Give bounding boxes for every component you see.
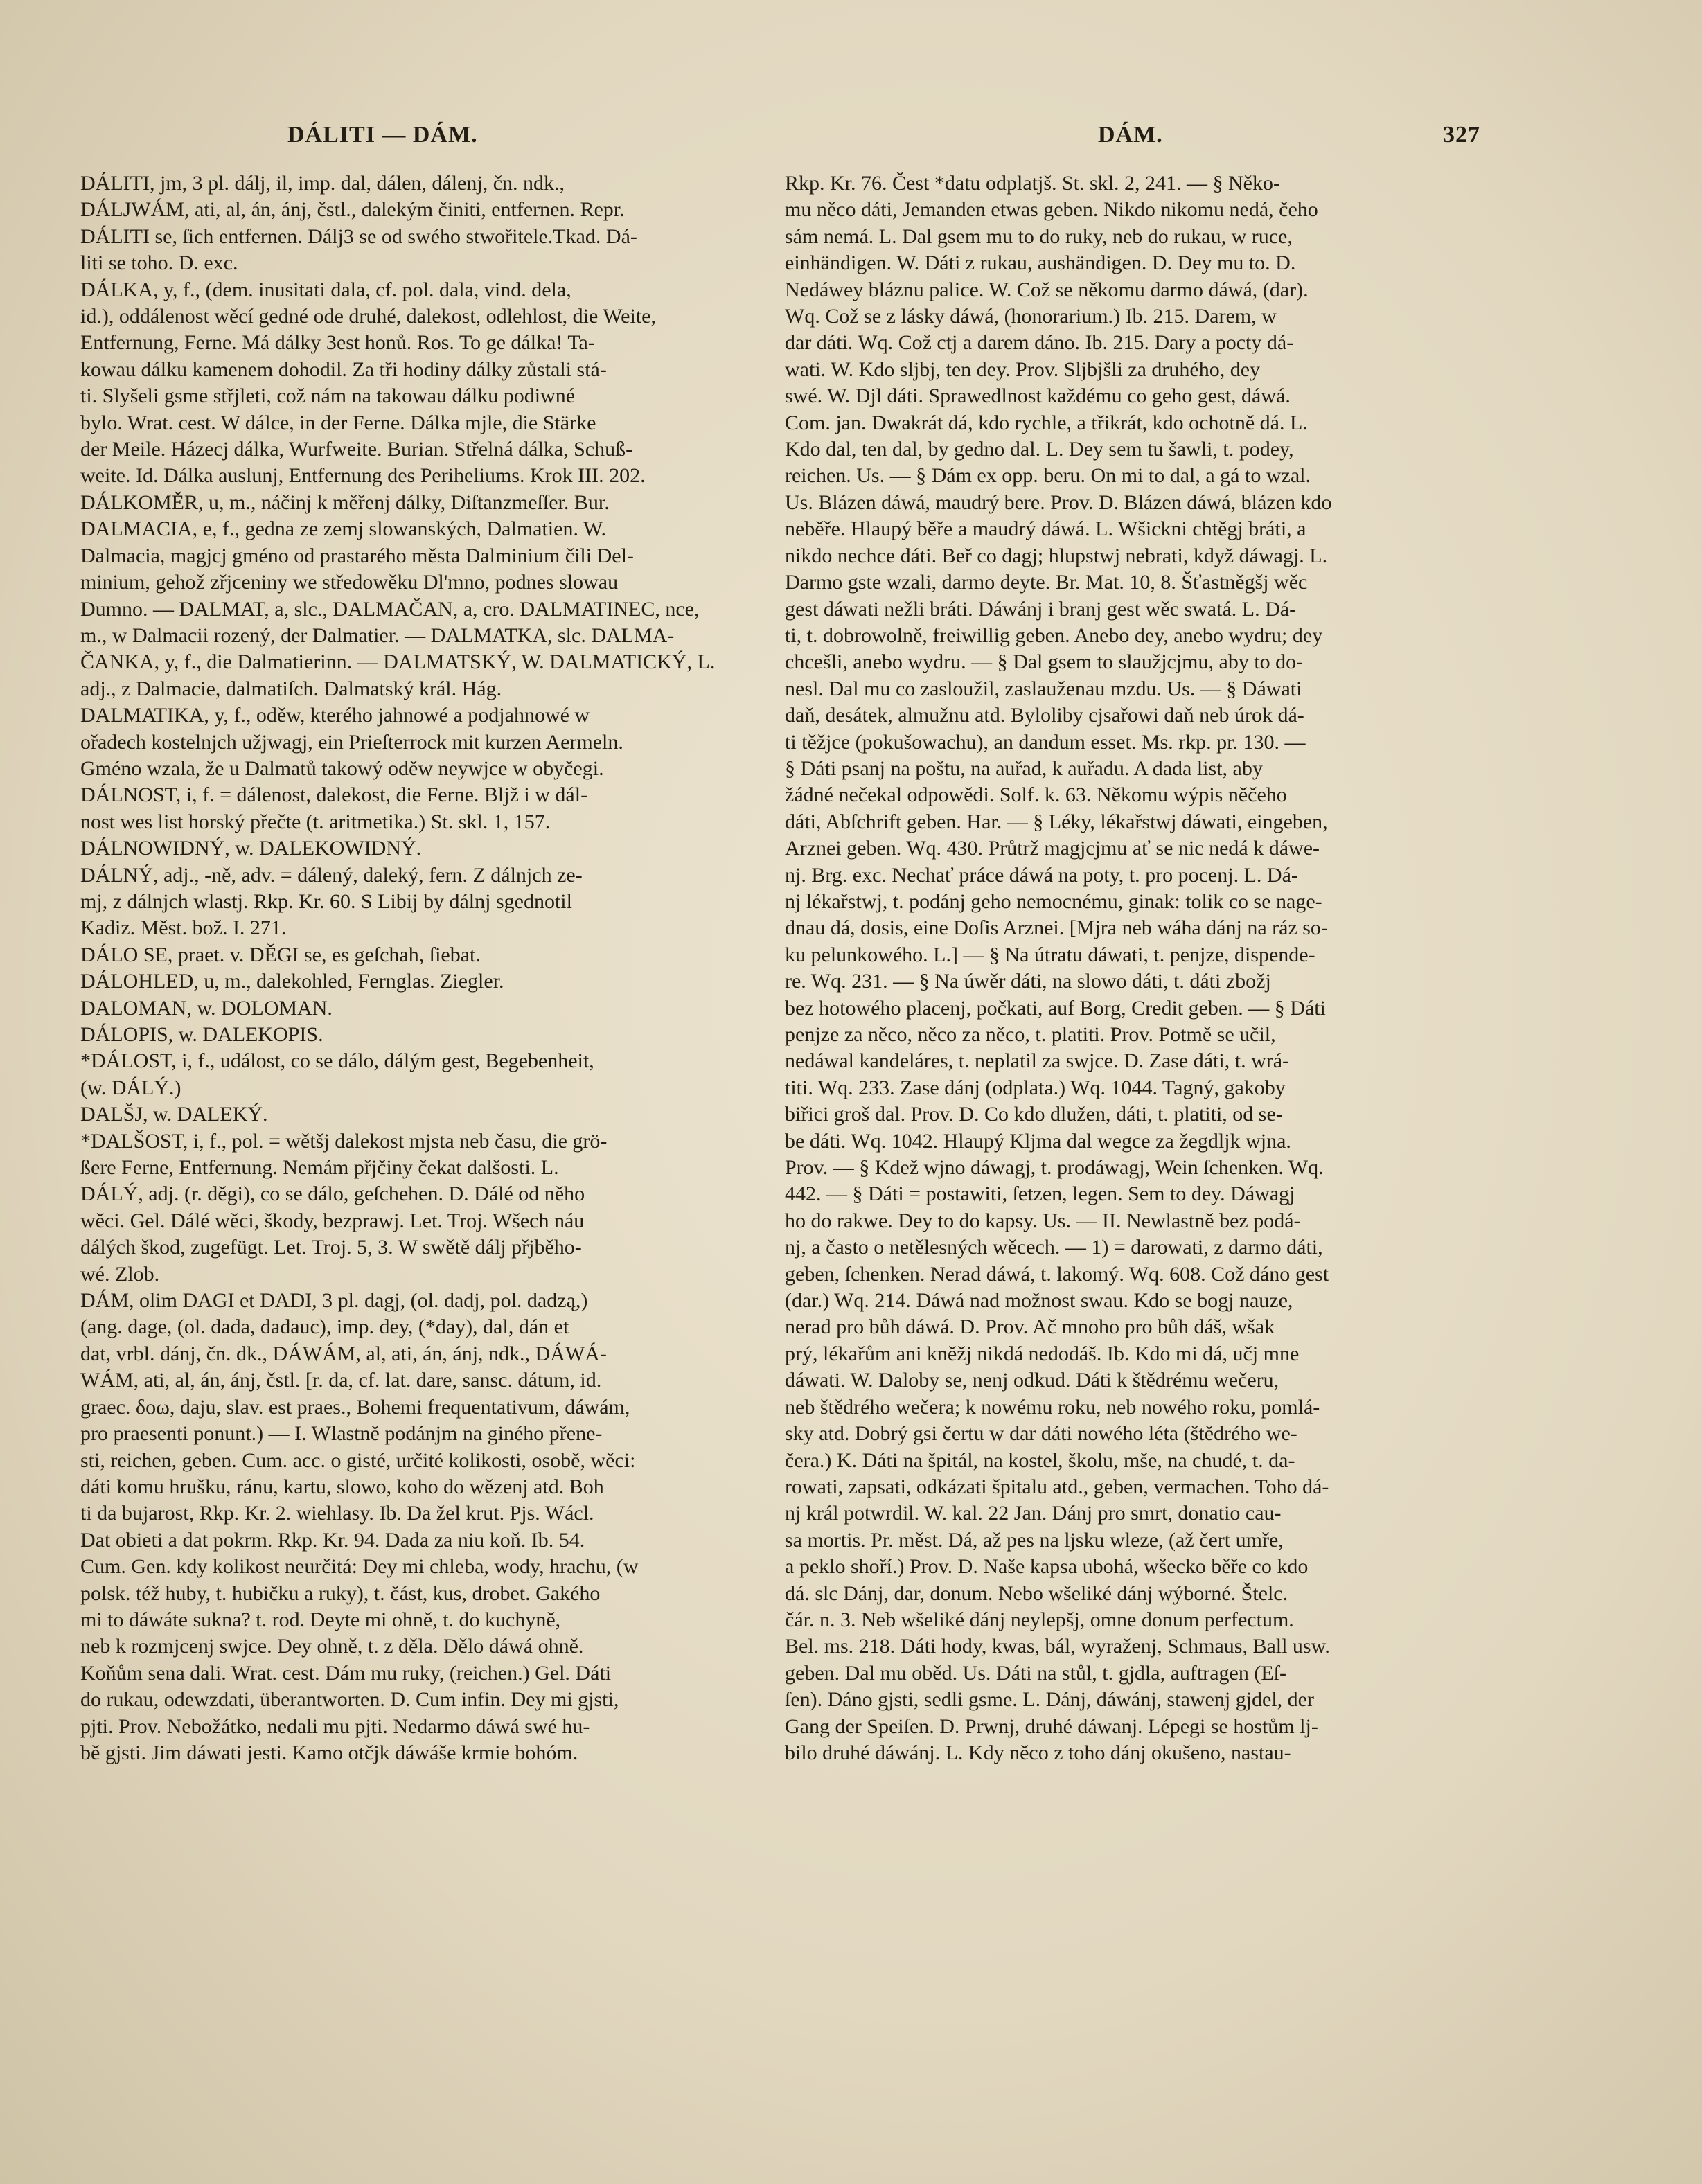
dictionary-entry [61, 782, 768, 835]
dictionary-entry [61, 1022, 768, 1048]
text-line: m., w Dalmacii rozený, der Dalmatier. — DALMATKA, slc. DALMA- [80, 623, 675, 647]
text-line: dnau dá, dosis, eine Doſis Arznei. [Mjra neb wáha dánj na ráz so- [785, 916, 1328, 940]
text-line: penjze za něco, něco za něco, t. platiti. Prov. Potmě se učil, [785, 1023, 1276, 1046]
text-line: wati. W. Kdo sljbj, ten dey. Prov. Sljbjšli za druhého, dey [785, 357, 1261, 381]
text-line: Gméno wzala, že u Dalmatů takowý oděw neywjce w obyčegi. [80, 756, 604, 780]
dictionary-entry [61, 516, 768, 702]
text-line: Arznei geben. Wq. 430. Průtrž magjcjmu ať se nic nedá k dáwe- [785, 837, 1320, 860]
text-line: ořadech kostelnjch užjwagj, ein Prieſterrock mit kurzen Aermeln. [80, 730, 623, 754]
text-line: neb k rozmjcenj swjce. Dey ohně, t. z děla. Dělo dáwá ohně. [80, 1635, 584, 1658]
text-line: Us. Blázen dáwá, maudrý bere. Prov. D. Blázen dáwá, blázen kdo [785, 490, 1332, 514]
text-line: DÁLNOST, i, f. = dálenost, dalekost, die Ferne. Bljž i w dál- [80, 783, 588, 807]
page-number: 327 [1443, 122, 1480, 148]
text-line: nj, a často o netělesných wěcech. — 1) = darowati, z darmo dáti, [785, 1236, 1323, 1259]
text-line: ti da bujarost, Rkp. Kr. 2. wiehlasy. Ib. Da žel krut. Pjs. Wácl. [80, 1502, 594, 1525]
text-line: geben, ſchenken. Nerad dáwá, t. lakomý. Wq. 608. Což dáno gest [785, 1262, 1329, 1286]
page-header [0, 122, 1702, 163]
text-line: rowati, zapsati, odkázati špitalu atd., geben, vermachen. Toho dá- [785, 1475, 1329, 1498]
right-column [765, 170, 1472, 2124]
text-line: id.), oddálenost wěcí gedné ode druhé, dalekost, odlehlost, die Weite, [80, 305, 656, 328]
dictionary-entry [61, 1128, 768, 1182]
dictionary-entry [61, 1181, 768, 1288]
text-line: do rukau, odewzdati, überantworten. D. Cum infin. Dey mi gjsti, [80, 1688, 619, 1712]
text-line: WÁM, ati, al, án, ánj, čstl. [r. da, cf. lat. dare, sansc. dátum, id. [80, 1369, 602, 1392]
text-line: sám nemá. L. Dal gsem mu to do ruky, neb do rukau, w ruce, [785, 224, 1293, 248]
dictionary-entry [61, 835, 768, 862]
text-line: ti, t. dobrowolně, freiwillig geben. Anebo dey, anebo wydru; dey [785, 623, 1323, 647]
text-line: Nedáwey bláznu palice. W. Což se někomu darmo dáwá, (dar). [785, 278, 1309, 301]
text-line: sti, reichen, geben. Cum. acc. o gisté, určité kolikosti, osobě, wěci: [80, 1448, 636, 1472]
text-line: čera.) K. Dáti na špitál, na kostel, školu, mše, na chudé, t. da- [785, 1448, 1295, 1472]
text-line: DALŠJ, w. DALEKÝ. [80, 1103, 268, 1126]
text-line: nerad pro bůh dáwá. D. Prov. Ač mnoho pro bůh dáš, wšak [785, 1315, 1275, 1339]
text-line: geben. Dal mu oběd. Us. Dáti na stůl, t. gjdla, auftragen (Eſ- [785, 1661, 1286, 1685]
text-line: dálých škod, zugefügt. Let. Troj. 5, 3. W swětě dálj přjběho- [80, 1236, 582, 1259]
text-line: bilo druhé dáwánj. L. Kdy něco z toho dánj okušeno, nastau- [785, 1741, 1291, 1764]
dictionary-entry [61, 1048, 768, 1101]
text-line: mu něco dáti, Jemanden etwas geben. Nikdo nikomu nedá, čeho [785, 198, 1318, 222]
text-line: sa mortis. Pr. měst. Dá, až pes na ljsku wleze, (až čert umře, [785, 1528, 1284, 1552]
text-line: ti. Slyšeli gsme střjleti, což nám na takowau dálku podiwné [80, 384, 576, 408]
text-line: žádné nečekal odpowědi. Solf. k. 63. Někomu wýpis něčeho [785, 783, 1287, 807]
text-line: neběře. Hlaupý běře a maudrý dáwá. L. Wšickni chtěgj bráti, a [785, 517, 1306, 541]
text-line: dáwati. W. Daloby se, nenj odkud. Dáti k štědrému wečeru, [785, 1369, 1279, 1392]
dictionary-entry [61, 862, 768, 942]
text-line: chcešli, anebo wydru. — § Dal gsem to slaužjcjmu, aby to do- [785, 650, 1304, 674]
text-line: daň, desátek, almužnu atd. Byloliby cjsařowi daň neb úrok dá- [785, 704, 1304, 727]
dictionary-entry [61, 277, 768, 490]
text-line: Com. jan. Dwakrát dá, kdo rychle, a třikrát, kdo ochotně dá. L. [785, 411, 1308, 434]
text-line: Rkp. Kr. 76. Čest *datu odplatjš. St. skl. 2, 241. — § Někо- [785, 172, 1280, 195]
text-line: Bel. ms. 218. Dáti hody, kwas, bál, wyraženj, Schmaus, Ball usw. [785, 1635, 1330, 1658]
text-line: čár. n. 3. Neb wšeliké dánj neylepšj, omne donum perfectum. [785, 1608, 1294, 1631]
text-line: nedáwal kandeláres, t. neplatil za swjce. D. Zase dáti, t. wrá- [785, 1049, 1290, 1073]
text-line: dat, vrbl. dánj, čn. dk., DÁWÁM, al, ati, án, ánj, ndk., DÁWÁ- [80, 1342, 607, 1365]
dictionary-entry [61, 170, 768, 277]
text-line: DÁLÝ, adj. (r. děgi), co se dálo, geſchehen. D. Dálé od něho [80, 1182, 585, 1206]
text-line: be dáti. Wq. 1042. Hlaupý Kljma dal wegce za žegdljk wjna. [785, 1129, 1291, 1153]
dictionary-entry [61, 995, 768, 1022]
text-line: Koňům sena dali. Wrat. cest. Dám mu ruky, (reichen.) Gel. Dáti [80, 1661, 612, 1685]
dictionary-entry [765, 170, 1472, 1766]
dictionary-entry [61, 942, 768, 968]
text-line: DÁLNOWIDNÝ, w. DALEKOWIDNÝ. [80, 837, 422, 860]
text-line: sky atd. Dobrý gsi čertu w dar dáti nowého léta (štědrého we- [785, 1422, 1297, 1446]
text-line: liti se toho. D. exc. [80, 251, 238, 275]
text-line: minium, gehož zřjceniny we středowěku Dl'mno, podnes slowau [80, 571, 619, 594]
text-line: nj lékařstwj, t. podánj geho nemocnému, ginak: tolik co se nage- [785, 889, 1322, 913]
text-line: DÁM, olim DAGI et DADI, 3 pl. dagj, (ol. dadj, pol. dadzą,) [80, 1289, 588, 1313]
text-line: der Meile. Házecj dálka, Wurfweite. Burian. Střelná dálka, Schuß- [80, 438, 633, 461]
text-line: nost wes list horský přečte (t. aritmetika.) St. skl. 1, 157. [80, 810, 551, 833]
text-line: 442. — § Dáti = postawiti, ſetzen, legen. Sem to dey. Dáwagj [785, 1182, 1295, 1206]
dictionary-entry [61, 1101, 768, 1128]
dictionary-entry [61, 968, 768, 995]
text-line: DALMACIA, e, f., gedna ze zemj slowanských, Dalmatien. W. [80, 517, 606, 541]
text-line: DÁLJWÁM, ati, al, án, ánj, čstl., dalekým činiti, entfernen. Repr. [80, 198, 625, 222]
text-line: bě gjsti. Jim dáwati jesti. Kamo otčjk dáwáše krmie bohóm. [80, 1741, 578, 1764]
text-line: DALMATIKA, y, f., oděw, kterého jahnowé a podjahnowé w [80, 704, 590, 727]
text-line: Cum. Gen. kdy kolikost neurčitá: Dey mi chleba, wody, hrachu, (w [80, 1555, 639, 1579]
dictionary-entry [61, 490, 768, 516]
text-line: bylo. Wrat. cest. W dálce, in der Ferne. Dálka mjle, die Stärke [80, 411, 596, 434]
text-line: reichen. Us. — § Dám ex opp. beru. On mi to dal, a gá to wzal. [785, 464, 1311, 488]
text-line: DÁLOHLED, u, m., dalekohled, Fernglas. Ziegler. [80, 970, 504, 993]
text-line: Wq. Což se z lásky dáwá, (honorarium.) Ib. 215. Darem, w [785, 305, 1277, 328]
text-line: DÁLITI, jm, 3 pl. dálj, il, imp. dal, dálen, dálenj, čn. ndk., [80, 172, 565, 195]
dictionary-entry [61, 702, 768, 782]
text-line: Kdo dal, ten dal, by gedno dal. L. Dey sem tu šawli, t. podey, [785, 438, 1294, 461]
text-line: graec. δοω, daju, slav. est praes., Bohemi frequentativum, dáwám, [80, 1395, 630, 1419]
running-head-right: DÁM. [1098, 122, 1163, 148]
text-line: neb štědrého wečera; k nowému roku, neb nowého roku, pomlá- [785, 1395, 1320, 1419]
text-line: wěci. Gel. Dálé wěci, škody, bezprawj. Let. Troj. Wšech náu [80, 1209, 585, 1232]
text-line: ho do rakwe. Dey to do kapsy. Us. — II. Newlastně bez podá- [785, 1209, 1301, 1232]
dictionary-entry [61, 1288, 768, 1766]
text-line: adj., z Dalmacie, dalmatiſch. Dalmatský král. Hág. [80, 677, 502, 700]
text-line: Entfernung, Ferne. Má dálky 3est honů. Ros. To ge dálka! Ta- [80, 331, 595, 355]
text-line: *DÁLOST, i, f., událost, co se dálo, dálým gest, Begebenheit, [80, 1049, 594, 1073]
text-line: Darmo gste wzali, darmo deyte. Br. Mat. 10, 8. Šťastněgšj wěc [785, 571, 1308, 594]
text-line: mj, z dálnjch wlastj. Rkp. Kr. 60. S Libij by dálnj sgednotil [80, 889, 572, 913]
text-line: dáti komu hrušku, ránu, kartu, slowo, koho do wězenj atd. Boh [80, 1475, 604, 1498]
text-line: biřici groš dal. Prov. D. Co kdo dlužen, dáti, t. platiti, od se- [785, 1103, 1283, 1126]
text-line: Prov. — § Kdež wjno dáwagj, t. prodáwagj, Wein ſchenken. Wq. [785, 1156, 1324, 1180]
left-column [61, 170, 768, 2124]
text-line: (dar.) Wq. 214. Dáwá nad možnost swau. Kdo se bogj nauze, [785, 1289, 1293, 1313]
text-line: dá. slc Dánj, dar, donum. Nebo wšeliké dánj wýborné. Štelc. [785, 1581, 1288, 1605]
text-line: DÁLO SE, praet. v. DĚGI se, es geſchah, ſiebat. [80, 943, 481, 966]
text-line: ku pelunkowého. L.] — § Na útratu dáwati, t. penjze, dispende- [785, 943, 1315, 966]
text-line: ČANKA, y, f., die Dalmatierinn. — DALMATSKÝ, W. DALMATICKÝ, L. [80, 650, 716, 674]
text-line: (w. DÁLÝ.) [80, 1076, 181, 1099]
text-line: swé. W. Djl dáti. Sprawedlnost každému co geho gest, dáwá. [785, 384, 1291, 408]
text-line: nikdo nechce dáti. Beř co dagj; hlupstwj nebrati, když dáwagj. L. [785, 544, 1328, 567]
text-line: DALOMAN, w. DOLOMAN. [80, 996, 333, 1020]
text-line: ßere Ferne, Entfernung. Nemám přjčiny čekat dalšosti. L. [80, 1156, 559, 1180]
text-line: wé. Zlob. [80, 1262, 160, 1286]
text-line: Gang der Speiſen. D. Prwnj, druhé dáwanj. Lépegi se hostům lj- [785, 1714, 1318, 1738]
text-line: DÁLNÝ, adj., -ně, adv. = dálený, daleký, fern. Z dálnjch ze- [80, 863, 583, 887]
text-line: pro praesenti ponunt.) — I. Wlastně podánjm na giného přene- [80, 1422, 603, 1446]
text-line: Kadiz. Měst. bož. I. 271. [80, 916, 287, 940]
text-line: ſen). Dáno gjsti, sedli gsme. L. Dánj, dáwánj, stawenj gjdel, der [785, 1688, 1314, 1712]
text-line: Dat obieti a dat pokrm. Rkp. Kr. 94. Dada za niu koň. Ib. 54. [80, 1528, 585, 1552]
text-line: DÁLKOMĚR, u, m., náčinj k měřenj dálky, Diſtanzmeſſer. Bur. [80, 490, 610, 514]
text-line: a peklo shoří.) Prov. D. Naše kapsa ubohá, wšecko běře co kdo [785, 1555, 1309, 1579]
text-line: nj král potwrdil. W. kal. 22 Jan. Dánj pro smrt, donatio cau- [785, 1502, 1282, 1525]
text-line: Dumno. — DALMAT, a, slc., DALMAČAN, a, cro. DALMATINEC, nce, [80, 597, 700, 621]
text-line: ti těžjce (pokušowachu), an dandum esset. Ms. rkp. pr. 130. — [785, 730, 1306, 754]
text-line: titi. Wq. 233. Zase dánj (odplata.) Wq. 1044. Tagný, gakoby [785, 1076, 1286, 1099]
text-line: Dalmacia, magjcj gméno od prastarého města Dalminium čili Del- [80, 544, 634, 567]
text-line: weite. Id. Dálka auslunj, Entfernung des Periheliums. Krok III. 202. [80, 464, 646, 488]
text-line: mi to dáwáte sukna? t. rod. Deyte mi ohně, t. do kuchyně, [80, 1608, 561, 1631]
text-line: dar dáti. Wq. Což ctj a darem dáno. Ib. 215. Dary a pocty dá- [785, 331, 1294, 355]
text-line: gest dáwati nežli bráti. Dáwánj i branj gest wěc swatá. L. Dá- [785, 597, 1297, 621]
text-line: nj. Brg. exc. Nechať práce dáwá na poty, t. pro pocenj. L. Dá- [785, 863, 1298, 887]
text-line: *DALŠOST, i, f., pol. = wětšj dalekost mjsta neb času, die grö- [80, 1129, 608, 1153]
text-line: kowau dálku kamenem dohodil. Za tři hodiny dálky zůstali stá- [80, 357, 607, 381]
text-line: bez hotowého placenj, počkati, auf Borg, Credit geben. — § Dáti [785, 996, 1326, 1020]
running-head-left: DÁLITI — DÁM. [287, 122, 478, 148]
text-line: pjti. Prov. Nebožátko, nedali mu pjti. Nedarmo dáwá swé hu- [80, 1714, 590, 1738]
text-line: prý, lékařům ani kněžj nikdá nedodáš. Ib. Kdo mi dá, učj mne [785, 1342, 1300, 1365]
text-line: DÁLITI se, ſich entfernen. Dálj3 se od swého stwořitele.Tkad. Dá- [80, 224, 637, 248]
text-line: (ang. dage, (ol. dada, dadauc), imp. dey, (*day), dal, dán et [80, 1315, 569, 1339]
text-line: DÁLKA, y, f., (dem. inusitati dala, cf. pol. dala, vind. dela, [80, 278, 571, 301]
text-line: § Dáti psanj na poštu, na auřad, k auřadu. A dada list, aby [785, 756, 1263, 780]
text-line: dáti, Abſchrift geben. Har. — § Léky, lékařstwj dáwati, eingeben, [785, 810, 1328, 833]
text-line: re. Wq. 231. — § Na úwěr dáti, na slowo dáti, t. dáti zbožj [785, 970, 1271, 993]
text-line: polsk. též huby, t. hubičku a ruky), t. část, kus, drobet. Gakého [80, 1581, 601, 1605]
text-line: einhändigen. W. Dáti z rukau, aushändigen. D. Dey mu to. D. [785, 251, 1296, 275]
text-line: DÁLOPIS, w. DALEKOPIS. [80, 1023, 323, 1046]
text-line: nesl. Dal mu co zasloužil, zaslauženau mzdu. Us. — § Dáwati [785, 677, 1302, 700]
